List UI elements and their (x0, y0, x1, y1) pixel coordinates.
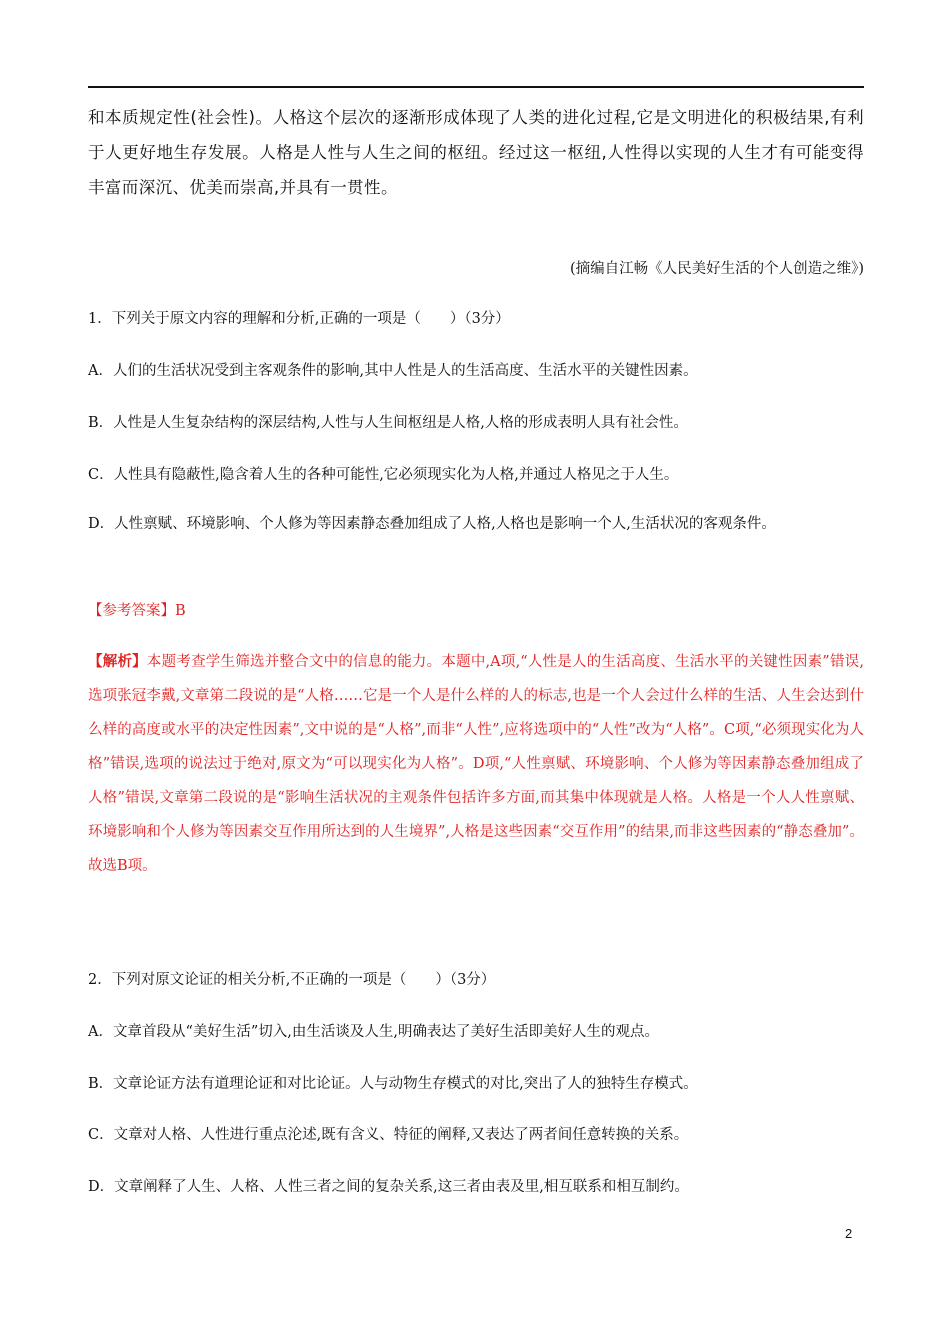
q1-answer (88, 600, 864, 622)
q2-option-b: B．文章论证方法有道理论证和对比论证。人与动物生存模式的对比,突出了人的独特生存模式。 (88, 1076, 698, 1092)
answer-value: B (175, 603, 186, 619)
q2-option-c: C．文章对人格、人性进行重点沦述,既有含义、特征的阐释,又表达了两者间任意转换的关系。 (88, 1127, 689, 1143)
q1-option-a: A．人们的生活状况受到主客观条件的影响,其中人性是人的生活高度、生活水平的关键性因素。 (88, 363, 698, 379)
passage-source: (摘编自江畅《人民美好生活的个人创造之维》) (569, 261, 864, 277)
analysis-label: 【解析】 (88, 653, 147, 670)
q1-analysis (88, 645, 864, 883)
q2-option-a: A．文章首段从“美好生活”切入,由生活谈及人生,明确表达了美好生活即美好人生的观点。 (88, 1024, 660, 1040)
answer-label: 【参考答案】 (88, 603, 175, 619)
passage-paragraph: 和本质规定性(社会性)。人格这个层次的逐渐形成体现了人类的进化过程,它是文明进化的积极结果,有利于人更好地生存发展。人格是人性与人生之间的枢纽。经过这一枢纽,人性得以实现的人生才有可能变得丰富而深沉、优美而崇高,并具有一贯性。 (88, 108, 864, 197)
q1-option-b: B．人性是人生复杂结构的深层结构,人性与人生间枢纽是人格,人格的形成表明人具有社会性。 (88, 415, 688, 431)
analysis-text: 本题考查学生筛选并整合文中的信息的能力。本题中,A项,“人性是人的生活高度、生活水平的关键性因素”错误,选项张冠李戴,文章第二段说的是“人格……它是一个人是什么样的人的标志,也是一个人会过什么样的生活、人生会达到什么样的高度或水平的决定性因素”,文中说的是“人格”,而非“人性”,应将选项中的“人性”改为“人格”。C项,“必须现实化为人格”错误,选项的说法过于绝对,原文为“可以现实化为人格”。D项,“人性禀赋、环境影响、个人修为等因素静态叠加组成了人格”错误,文章第二段说的是“影响生活状况的主观条件包括许多方面,而其集中体现就是人格。人格是一个人人性禀赋、环境影响和个人修为等因素交互作用所达到的人生境界”,人格是这些因素“交互作用”的结果,而非这些因素的“静态叠加”。故选B项。 (88, 654, 865, 874)
q2-option-d: D．文章阐释了人生、人格、人性三者之间的复杂关系,这三者由表及里,相互联系和相互制约。 (88, 1179, 689, 1195)
q1-stem: 1．下列关于原文内容的理解和分析,正确的一项是（ ）（3分） (88, 311, 510, 327)
q2-stem: 2．下列对原文论证的相关分析,不正确的一项是（ ）（3分） (88, 972, 496, 988)
q1-option-c: C．人性具有隐蔽性,隐含着人生的各种可能性,它必须现实化为人格,并通过人格见之于人生。 (88, 467, 679, 483)
q1-option-d: D．人性禀赋、环境影响、个人修为等因素静态叠加组成了人格,人格也是影响一个人,生活状况的客观条件。 (88, 516, 776, 532)
page-number: 2 (845, 1226, 853, 1241)
header-rule (88, 86, 864, 88)
